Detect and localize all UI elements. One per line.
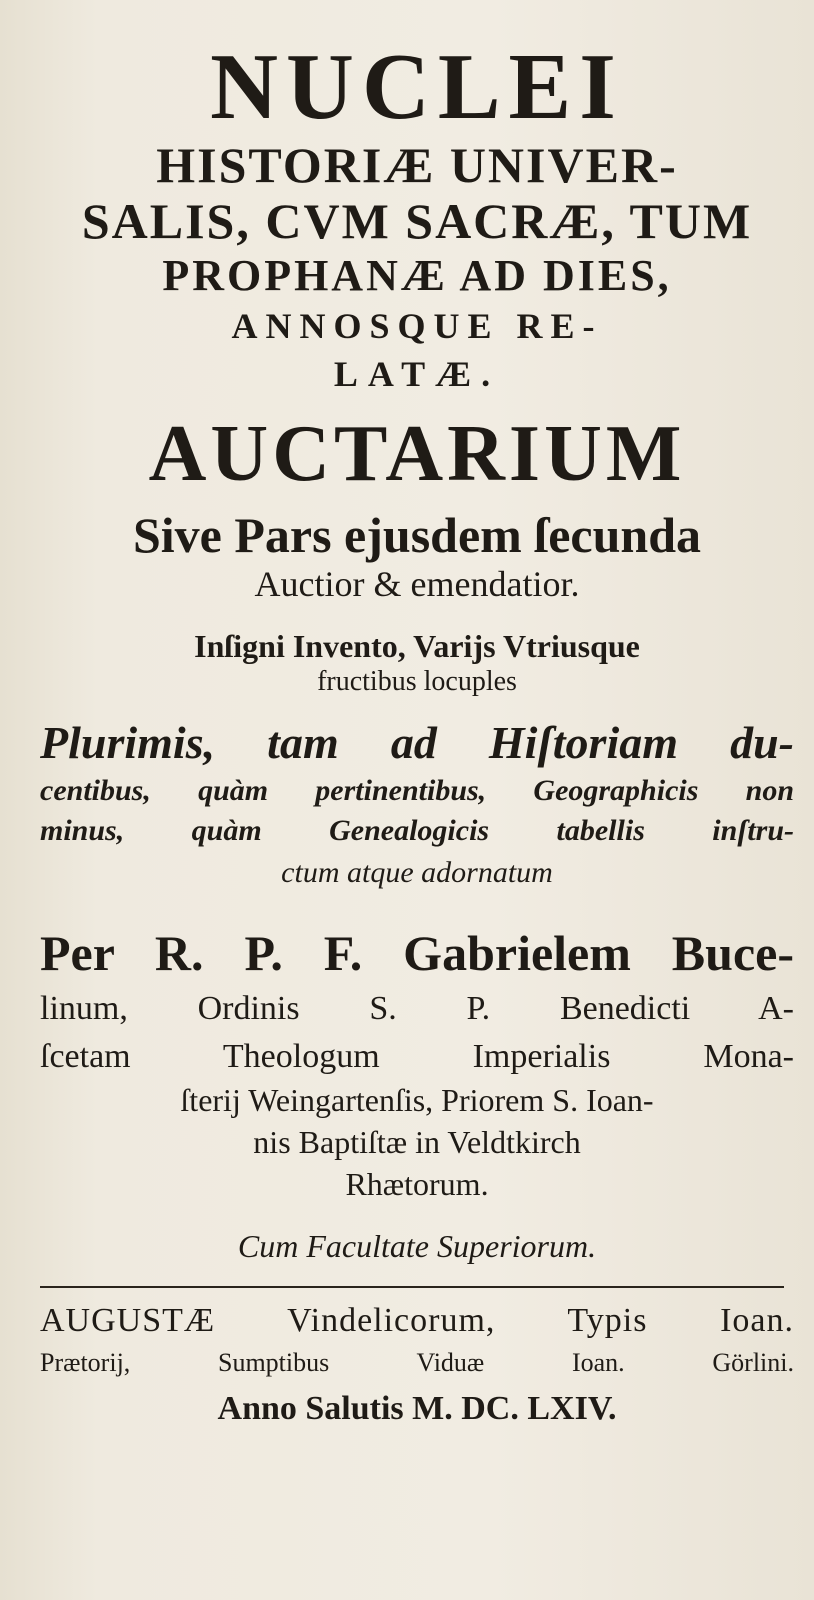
author-line-2: linum, Ordinis S. P. Benedicti A- [40,990,794,1027]
title-line-3: PROPHANÆ AD DIES, [162,251,672,300]
subtitle-line-3: Inſigni Invento, Varijs Vtriusque [194,628,640,664]
author-line-3: ſcetam Theologum Imperialis Mona- [40,1038,794,1075]
imprint-line-3: Anno Salutis M. DC. LXIV. [217,1390,617,1427]
description-line-1: Plurimis, tam ad Hiſtoriam du- [40,717,794,768]
imprint-line-1: AUGUSTÆ Vindelicorum, Typis Ioan. [40,1302,794,1339]
title-line-4: ANNOSQUE RE- [231,306,603,346]
title-line-2: SALIS, CVM SACRÆ, TUM [81,193,753,249]
subtitle-line-4: fructibus locuples [317,666,517,697]
author-line-6: Rhætorum. [345,1166,489,1202]
subtitle-main: AUCTARIUM [148,410,686,498]
title-line-5: LATÆ. [333,354,501,394]
author-line-5: nis Baptiſtæ in Veldtkirch [253,1124,581,1160]
description-line-2: centibus, quàm pertinentibus, Geographicis non [40,774,794,807]
description-line-4: ctum atque adornatum [281,856,553,889]
subtitle-line-1: Sive Pars ejusdem ſecunda [132,507,702,563]
subtitle-line-2: Auctior & emendatior. [254,564,580,604]
permission-line: Cum Facultate Superiorum. [237,1228,597,1264]
divider-rule [40,1286,784,1288]
author-line-1: Per R. P. F. Gabrielem Buce- [40,925,794,981]
author-line-4: ſterij Weingartenſis, Priorem S. Ioan- [180,1082,654,1118]
title-line-1: HISTORIÆ UNIVER- [156,137,678,193]
imprint-line-2: Prætorij, Sumptibus Viduæ Ioan. Görlini. [40,1348,794,1377]
title-main: NUCLEI [210,35,624,139]
description-line-3: minus, quàm Genealogicis tabellis inſtru- [40,814,794,847]
